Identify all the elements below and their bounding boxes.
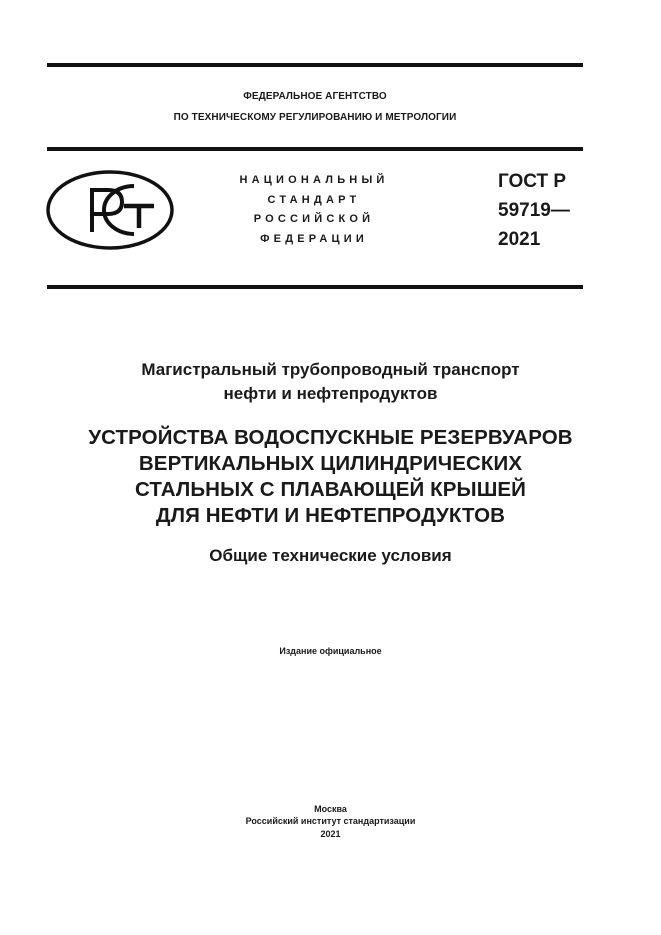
document-subtitle (0, 358, 661, 406)
gost-code-line-3: 2021 (498, 229, 541, 250)
document-title (0, 425, 661, 529)
title-line-3: СТАЛЬНЫХ С ПЛАВАЮЩЕЙ КРЫШЕЙ (134, 478, 527, 501)
national-standard-line-3: РОССИЙСКОЙ (253, 213, 375, 225)
title-line-4: ДЛЯ НЕФТИ И НЕФТЕПРОДУКТОВ (155, 504, 506, 527)
national-standard-line-1: НАЦИОНАЛЬНЫЙ (239, 174, 389, 186)
technical-conditions: Общие технические условия (209, 546, 452, 565)
title-line-1: УСТРОЙСТВА ВОДОСПУСКНЫЕ РЕЗЕРВУАРОВ (88, 426, 573, 449)
top-rule (47, 63, 583, 67)
footer-publisher: Российский институт стандартизации (245, 816, 416, 826)
subtitle-line-1: Магистральный трубопроводный транспорт (141, 360, 520, 379)
gost-code-line-2: 59719— (498, 200, 570, 221)
national-standard-line-2: СТАНДАРТ (267, 194, 361, 206)
title-line-2: ВЕРТИКАЛЬНЫХ ЦИЛИНДРИЧЕСКИХ (138, 452, 523, 475)
subtitle-line-2: нефти и нефтепродуктов (223, 384, 438, 403)
rst-logo-icon (46, 170, 174, 255)
agency-line-1: ФЕДЕРАЛЬНОЕ АГЕНТСТВО (243, 91, 387, 102)
national-standard-line-4: ФЕДЕРАЦИИ (260, 233, 368, 245)
standard-rule (47, 285, 583, 289)
footer-city: Москва (314, 804, 347, 814)
agency-line-2: ПО ТЕХНИЧЕСКОМУ РЕГУЛИРОВАНИЮ И МЕТРОЛОГИИ (173, 112, 457, 123)
gost-code-line-1: ГОСТ Р (498, 171, 567, 192)
header-rule (47, 147, 583, 151)
edition-label: Издание официальное (279, 646, 382, 656)
footer-year: 2021 (320, 829, 341, 839)
